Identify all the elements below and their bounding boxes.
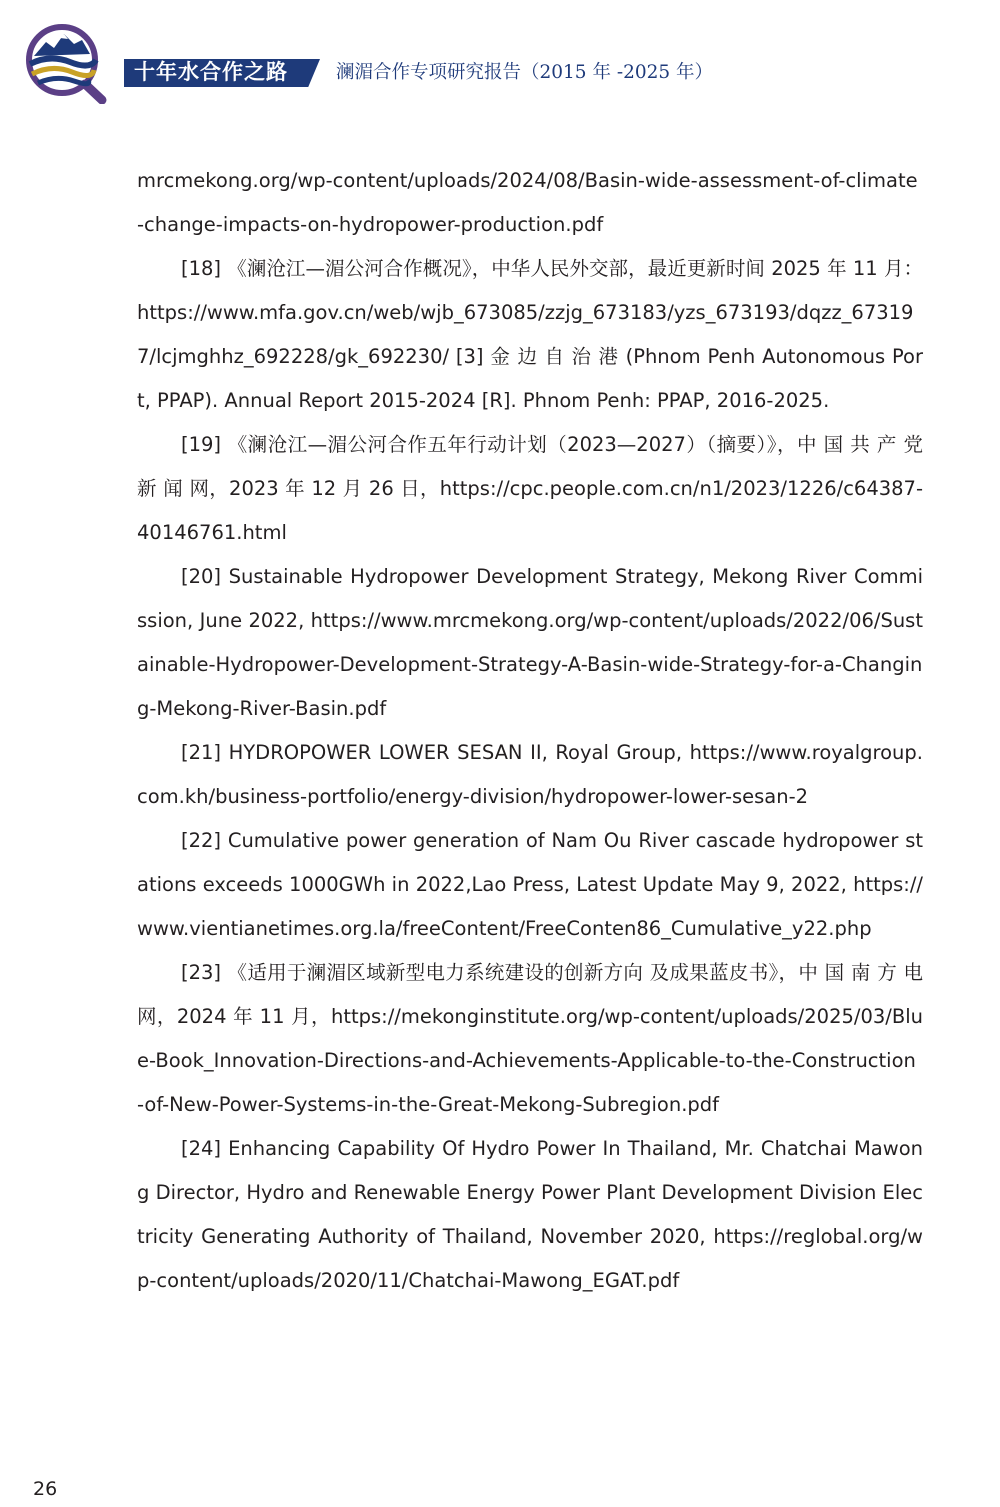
page-number: 26	[33, 1478, 58, 1500]
magnifier-river-icon	[22, 20, 108, 104]
reference-entry: [21] HYDROPOWER LOWER SESAN II, Royal Group, https://www.royalgroup.com.kh/business-portfolio/energy-division/hydropower-lower-sesan-2	[137, 741, 923, 808]
page-header	[0, 0, 1000, 110]
reference-entry: [18] 《澜沧江—湄公河合作概况》，中华人民外交部，最近更新时间 2025 年 11 月：https://www.mfa.gov.cn/web/wjb_673085/zzjg_673183/yzs_673193/dqzz_673197/lcjmghhz_692228/gk_692230/ [3] 金 边 自 治 港 (Phnom Penh Autonomous Port, PPAP). Annual Report 2015-2024 [R]. Phnom Penh: PPAP, 2016-2025.	[137, 257, 923, 412]
reference-entry: [20] Sustainable Hydropower Development Strategy, Mekong River Commission, June 2022, https://www.mrcmekong.org/wp-content/uploads/2022/06/Sustainable-Hydropower-Development-Strategy-A-Basin-wide-Strategy-for-a-Changing-Mekong-River-Basin.pdf	[137, 565, 923, 720]
reference-entry: [22] Cumulative power generation of Nam Ou River cascade hydropower stations exceeds 1000GWh in 2022,Lao Press, Latest Update May 9, 2022, https://www.vientianetimes.org.la/freeContent/FreeConten86_Cumulative_y22.php	[137, 829, 923, 940]
reference-entry: [24] Enhancing Capability Of Hydro Power In Thailand, Mr. Chatchai Mawong Director, Hydro and Renewable Energy Power Plant Development Division Electricity Generating Authority of Thailand, November 2020, https://reglobal.org/wp-content/uploads/2020/11/Chatchai-Mawong_EGAT.pdf	[137, 1137, 923, 1292]
reference-entry: mrcmekong.org/wp-content/uploads/2024/08/Basin-wide-assessment-of-climate-change-impacts-on-hydropower-production.pdf	[137, 169, 918, 236]
report-series-title: 十年水合作之路	[134, 59, 288, 84]
reference-entry: [23] 《适用于澜湄区域新型电力系统建设的创新方向 及成果蓝皮书》，中 国 南 方 电 网，2024 年 11 月，https://mekonginstitute.org/wp-content/uploads/2025/03/Blue-Book_Innovation-Directions-and-Achievements-Applicable-to-the-Construction-of-New-Power-Systems-in-the-Great-Mekong-Subregion.pdf	[137, 961, 923, 1116]
reference-entry: [19] 《澜沧江—湄公河合作五年行动计划（2023—2027）（摘要）》，中 国 共 产 党 新 闻 网，2023 年 12 月 26 日，https://cpc.people.com.cn/n1/2023/1226/c64387-40146761.html	[137, 433, 923, 544]
reference-list	[137, 159, 923, 1303]
report-subtitle: 澜湄合作专项研究报告（2015 年 -2025 年）	[336, 62, 714, 83]
